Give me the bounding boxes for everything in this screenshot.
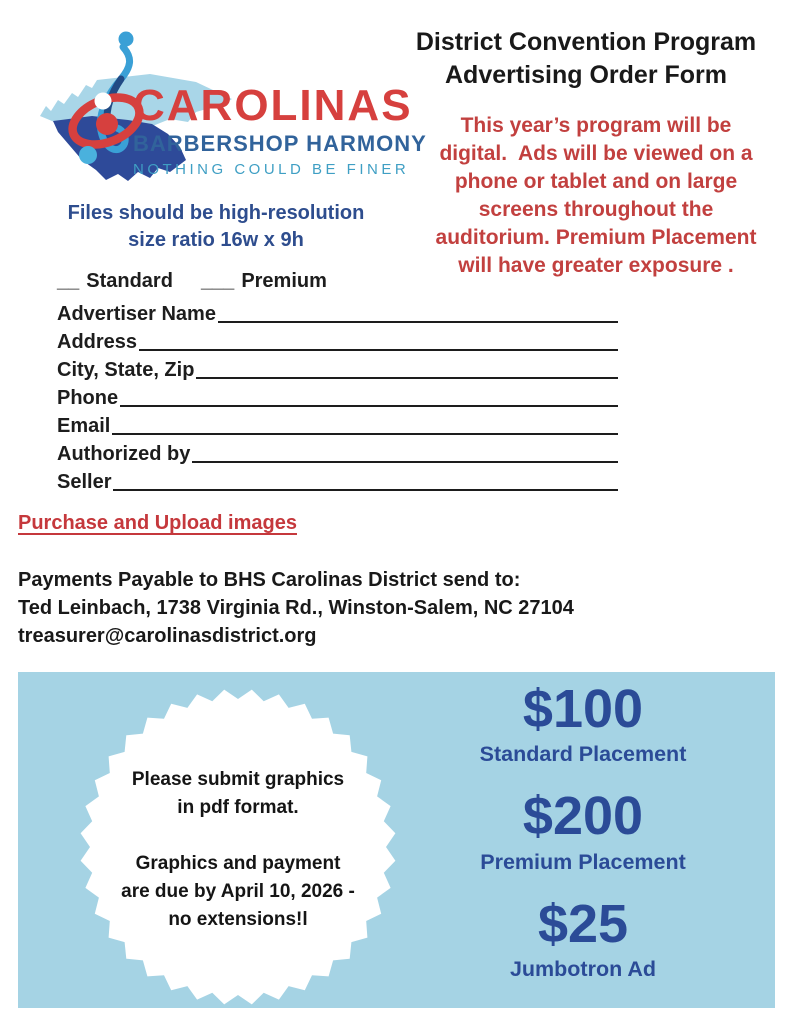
logo-tagline: NOTHING COULD BE FINER (133, 161, 410, 178)
logo-name: CAROLINAS (133, 81, 413, 130)
submission-deadline-badge-text (88, 766, 388, 934)
clef-top-dot (119, 32, 134, 47)
badge-line: in pdf format. (177, 797, 299, 818)
payments-address-line: Ted Leinbach, 1738 Virginia Rd., Winston-Salem, NC 27104 (18, 597, 574, 619)
notice-line: This year’s program will be (460, 114, 732, 137)
file-note-line1: Files should be high-resolution (67, 202, 365, 224)
email-field[interactable] (112, 415, 618, 435)
digital-program-notice (405, 112, 787, 280)
phone-field[interactable] (120, 387, 618, 407)
notice-line: phone or tablet and on large (454, 170, 738, 193)
order-form-fields (57, 270, 618, 494)
file-note-line2: size ratio 16w x 9h (128, 229, 304, 251)
price-list (428, 680, 738, 1002)
jumbotron-price-amount: $25 (537, 893, 629, 954)
seller-field[interactable] (113, 471, 618, 491)
logo-subtitle: BARBERSHOP HARMONY (133, 131, 427, 156)
purchase-upload-link[interactable]: Purchase and Upload images (18, 512, 297, 534)
badge-line: Please submit graphics (131, 769, 345, 790)
seller-label: Seller (57, 471, 112, 493)
standard-option-label: Standard (86, 270, 173, 292)
email-label: Email (57, 415, 111, 437)
jumbotron-price-label: Jumbotron Ad (509, 956, 657, 981)
standard-price-label: Standard Placement (479, 742, 687, 767)
standard-price-amount: $100 (522, 679, 644, 739)
notice-line: digital. Ads will be viewed on a (439, 142, 753, 165)
seller-row (57, 466, 618, 494)
city-state-zip-label: City, State, Zip (57, 359, 195, 381)
notice-line: will have greater exposure . (458, 254, 734, 277)
badge-line: no extensions!l (168, 909, 308, 930)
treasurer-email: treasurer@carolinasdistrict.org (18, 625, 317, 647)
placement-options-row (57, 270, 618, 298)
pricing-panel (18, 672, 775, 1008)
advertiser-name-row (57, 298, 618, 326)
logo-wordmark (133, 81, 433, 178)
authorized-by-row (57, 438, 618, 466)
notice-line: screens throughout the (478, 198, 714, 221)
phone-row (57, 382, 618, 410)
address-field[interactable] (139, 331, 618, 351)
authorized-by-label: Authorized by (57, 443, 191, 465)
badge-line: Graphics and payment (135, 853, 341, 874)
payments-payable-line: Payments Payable to BHS Carolinas District send to: (18, 569, 521, 591)
payment-instructions (18, 566, 638, 650)
white-dot (95, 93, 112, 110)
file-resolution-note (40, 200, 392, 254)
advertiser-name-field[interactable] (218, 303, 618, 323)
phone-label: Phone (57, 387, 119, 409)
advertiser-name-label: Advertiser Name (57, 303, 216, 325)
email-row (57, 410, 618, 438)
page-title-line2: Advertising Order Form (445, 61, 727, 89)
premium-option-blank[interactable]: ___ (200, 270, 235, 292)
premium-price-label: Premium Placement (480, 849, 686, 874)
standard-option-blank[interactable]: __ (57, 270, 80, 292)
notice-line: auditorium. Premium Placement (435, 226, 757, 249)
page-title (385, 26, 787, 92)
badge-line: are due by April 10, 2026 - (121, 881, 355, 902)
page-title-line1: District Convention Program (415, 28, 757, 56)
red-dot (96, 113, 118, 135)
address-label: Address (57, 331, 138, 353)
city-state-zip-row (57, 354, 618, 382)
clef-bottom-dot (79, 146, 97, 164)
city-state-zip-field[interactable] (196, 359, 618, 379)
premium-price-amount: $200 (522, 786, 644, 847)
premium-option-label: Premium (241, 270, 327, 292)
address-row (57, 326, 618, 354)
authorized-by-field[interactable] (192, 443, 618, 463)
